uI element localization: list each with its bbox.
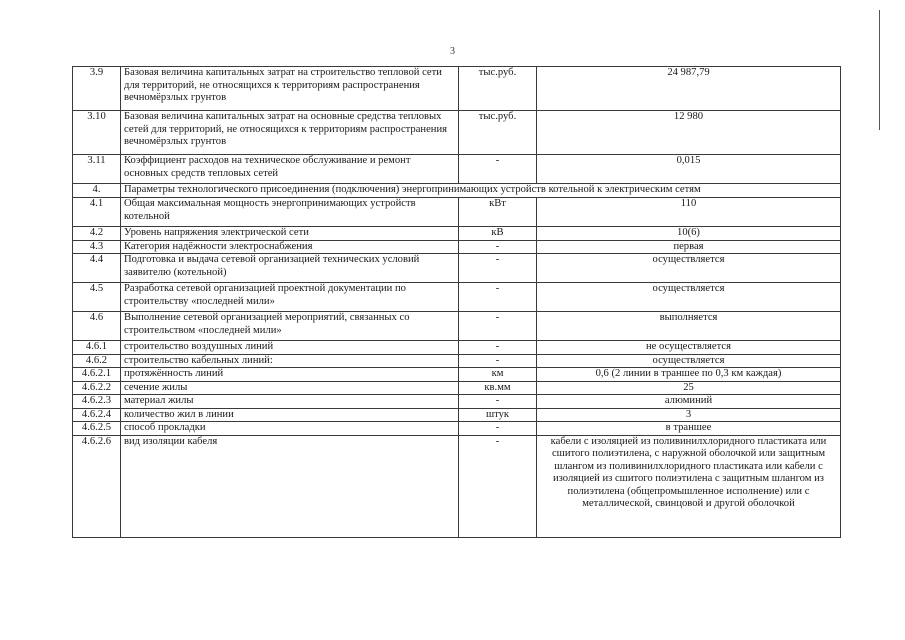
parameter-value: 25 <box>537 381 841 395</box>
table-row <box>73 198 841 227</box>
row-number: 4.6.1 <box>73 341 121 355</box>
parameters-table <box>72 66 841 538</box>
parameter-value: 110 <box>537 198 841 227</box>
row-number: 4.6.2.2 <box>73 381 121 395</box>
table-row <box>73 155 841 184</box>
row-number: 4.6.2.5 <box>73 422 121 436</box>
table-row <box>73 422 841 436</box>
parameter-unit: - <box>459 341 537 355</box>
parameter-unit: - <box>459 422 537 436</box>
parameter-name: Общая максимальная мощность энергопринимающих устройств котельной <box>121 198 459 227</box>
parameter-value: кабели с изоляцией из поливинилхлоридного пластиката или сшитого полиэтилена, с наружной оболочкой или защитным шлангом из поливинилхлоридного пластиката или кабели с изоляцией из сшитого полиэтилена с защитным шлангом из полиэтилена (общепромышленное исполнение) или с металлической, свинцовой и другой оболочкой <box>537 435 841 537</box>
table-row <box>73 435 841 537</box>
row-number: 4.6.2.1 <box>73 368 121 382</box>
parameter-value: 10(6) <box>537 227 841 241</box>
table-row <box>73 395 841 409</box>
parameter-value: в траншее <box>537 422 841 436</box>
parameter-unit: - <box>459 283 537 312</box>
table-row <box>73 408 841 422</box>
parameter-unit: штук <box>459 408 537 422</box>
parameter-name: Категория надёжности электроснабжения <box>121 240 459 254</box>
parameter-unit: - <box>459 155 537 184</box>
parameter-name: Уровень напряжения электрической сети <box>121 227 459 241</box>
parameter-name: вид изоляции кабеля <box>121 435 459 537</box>
parameter-unit: - <box>459 312 537 341</box>
table-row <box>73 227 841 241</box>
parameter-unit: кв.мм <box>459 381 537 395</box>
parameter-name: способ прокладки <box>121 422 459 436</box>
parameter-name: Подготовка и выдача сетевой организацией технических условий заявителю (котельной) <box>121 254 459 283</box>
parameter-value: первая <box>537 240 841 254</box>
page-number: 3 <box>450 46 455 57</box>
parameter-value: 0,015 <box>537 155 841 184</box>
parameter-value: выполняется <box>537 312 841 341</box>
parameter-name: количество жил в линии <box>121 408 459 422</box>
parameter-name: Коэффициент расходов на техническое обслуживание и ремонт основных средств тепловых сетей <box>121 155 459 184</box>
table-row <box>73 111 841 155</box>
table-row <box>73 341 841 355</box>
row-number: 3.11 <box>73 155 121 184</box>
parameter-unit: - <box>459 435 537 537</box>
row-number: 4.4 <box>73 254 121 283</box>
parameter-name: Базовая величина капитальных затрат на основные средства тепловых сетей для территорий, не относящихся к территориям распространения вечномёрзлых грунтов <box>121 111 459 155</box>
parameter-name: строительство кабельных линий: <box>121 354 459 368</box>
table-body <box>73 67 841 538</box>
parameter-unit: - <box>459 254 537 283</box>
table-row <box>73 254 841 283</box>
parameter-name: протяжённость линий <box>121 368 459 382</box>
parameter-unit: - <box>459 395 537 409</box>
parameter-unit: тыс.руб. <box>459 111 537 155</box>
row-number: 4.6.2 <box>73 354 121 368</box>
row-number: 4.6.2.3 <box>73 395 121 409</box>
parameter-unit: км <box>459 368 537 382</box>
parameter-value: осуществляется <box>537 354 841 368</box>
parameter-name: Разработка сетевой организацией проектной документации по строительству «последней мили» <box>121 283 459 312</box>
table-row <box>73 381 841 395</box>
parameter-unit: - <box>459 354 537 368</box>
row-number: 4.6 <box>73 312 121 341</box>
row-number: 3.10 <box>73 111 121 155</box>
parameter-value: 0,6 (2 линии в траншее по 0,3 км каждая) <box>537 368 841 382</box>
row-number: 4.5 <box>73 283 121 312</box>
table-row <box>73 67 841 111</box>
row-number: 4.3 <box>73 240 121 254</box>
table-row <box>73 240 841 254</box>
parameter-value: 24 987,79 <box>537 67 841 111</box>
parameter-value: 3 <box>537 408 841 422</box>
parameter-name: сечение жилы <box>121 381 459 395</box>
parameter-name: строительство воздушных линий <box>121 341 459 355</box>
parameter-value: не осуществляется <box>537 341 841 355</box>
row-number: 4.1 <box>73 198 121 227</box>
parameter-value: алюминий <box>537 395 841 409</box>
row-number: 4.6.2.4 <box>73 408 121 422</box>
parameter-value: 12 980 <box>537 111 841 155</box>
parameter-name: Базовая величина капитальных затрат на строительство тепловой сети для территорий, не относящихся к территориям распространения вечномёрзлых грунтов <box>121 67 459 111</box>
parameter-unit: кВ <box>459 227 537 241</box>
row-number: 3.9 <box>73 67 121 111</box>
parameter-name: Выполнение сетевой организацией мероприятий, связанных со строительством «последней мили» <box>121 312 459 341</box>
parameter-name: материал жилы <box>121 395 459 409</box>
scan-edge-line <box>879 10 880 130</box>
parameter-unit: тыс.руб. <box>459 67 537 111</box>
parameter-unit: кВт <box>459 198 537 227</box>
row-number: 4. <box>73 184 121 198</box>
row-number: 4.2 <box>73 227 121 241</box>
row-number: 4.6.2.6 <box>73 435 121 537</box>
table-row <box>73 368 841 382</box>
section-title: Параметры технологического присоединения (подключения) энергопринимающих устройств котельной к электрическим сетям <box>121 184 841 198</box>
parameter-value: осуществляется <box>537 254 841 283</box>
table-row <box>73 354 841 368</box>
table-row <box>73 283 841 312</box>
table-row <box>73 312 841 341</box>
parameter-unit: - <box>459 240 537 254</box>
parameter-value: осуществляется <box>537 283 841 312</box>
table-row <box>73 184 841 198</box>
